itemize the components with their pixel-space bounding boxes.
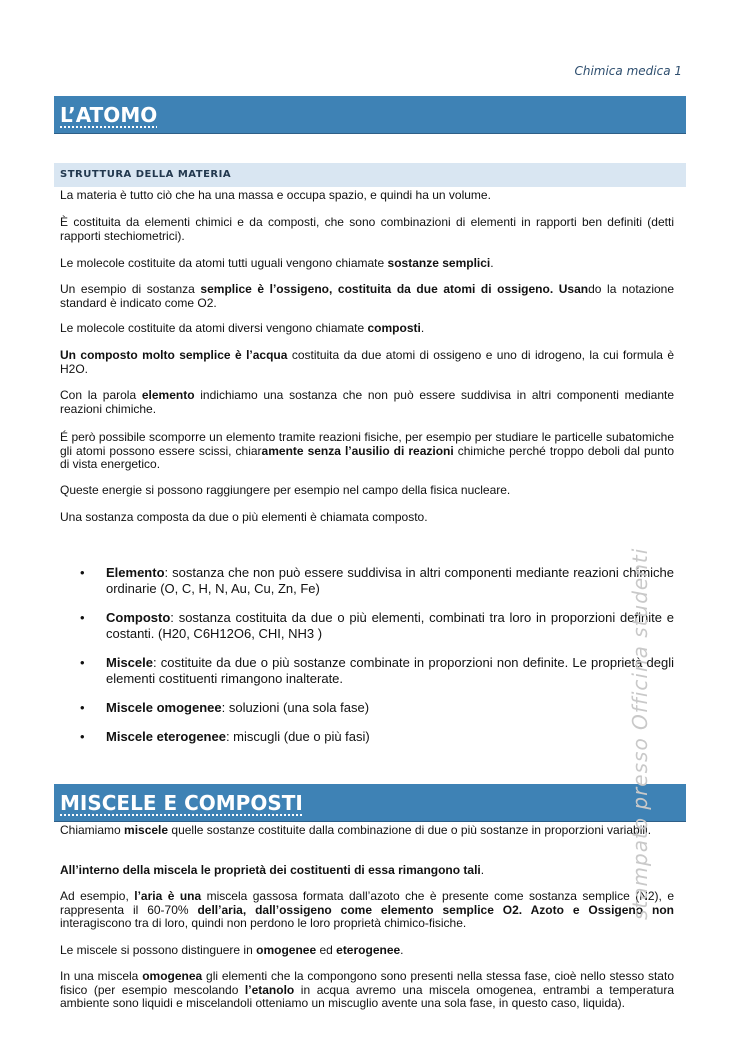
paragraph: É però possibile scomporre un elemento tramite reazioni fisiche, per esempio per studiare le particelle subatomiche gli atomi possono essere scissi, chiaramente senza l’ausilio di reazioni chimiche perché troppo deboli dal punto di vista energetico. [60, 430, 674, 471]
paragraph: Le molecole costituite da atomi diversi vengono chiamate composti. [60, 321, 425, 335]
subsection-title: STRUTTURA DELLA MATERIA [60, 169, 232, 180]
running-header: Chimica medica 1 [574, 64, 682, 78]
paragraph: Una sostanza composta da due o più elementi è chiamata composto. [60, 510, 428, 524]
paragraph: Ad esempio, l’aria è una miscela gassosa formata dall’azoto che è presente come sostanza semplice (N2), e rappresenta il 60-70% dell’aria, dall’ossigeno come elemento semplice O2. Azoto e Ossigeno non interagiscono tra di loro, quindi non perdono le loro proprietà chimico-fisiche. [60, 889, 674, 930]
section-banner-atomo [54, 96, 686, 134]
paragraph: Con la parola elemento indichiamo una sostanza che non può essere suddivisa in altri componenti mediante reazioni chimiche. [60, 388, 675, 416]
paragraph: Chiamiamo miscele quelle sostanze costituite dalla combinazione di due o più sostanze in proporzioni variabili. [60, 823, 652, 837]
paragraph: Un composto molto semplice è l’acqua costituita da due atomi di ossigeno e uno di idrogeno, la cui formula è H2O. [60, 348, 675, 376]
list-item: • Composto: sostanza costituita da due o più elementi, combinati tra loro in proporzioni definite e costanti. (H20, C6H12O6, CHI, NH3 ) [80, 610, 674, 642]
definition-list [80, 565, 674, 758]
paragraph: Queste energie si possono raggiungere per esempio nel campo della fisica nucleare. [60, 483, 511, 497]
paragraph: All’interno della miscela le proprietà dei costituenti di essa rimangono tali. [60, 863, 485, 877]
paragraph: La materia è tutto ciò che ha una massa e occupa spazio, e quindi ha un volume. [60, 188, 491, 202]
list-item: • Elemento: sostanza che non può essere suddivisa in altri componenti mediante reazioni chimiche ordinarie (O, C, H, N, Au, Cu, Zn, Fe) [80, 565, 674, 597]
section-title: L’ATOMO [60, 103, 158, 127]
subsection-bar [54, 163, 686, 187]
list-item: • Miscele eterogenee: miscugli (due o più fasi) [80, 729, 674, 745]
list-item: • Miscele: costituite da due o più sostanze combinate in proporzioni non definite. Le proprietà degli elementi costituenti rimangono inalterate. [80, 655, 674, 687]
paragraph: In una miscela omogenea gli elementi che la compongono sono presenti nella stessa fase, cioè nello stesso stato fisico (per esempio mescolando l’etanolo in acqua avremo una miscela omogenea, entrambi a temperatura ambiente sono liquidi e miscelandoli otteniamo un miscuglio avente una sola fase, in questo caso, liquida). [60, 969, 675, 1010]
watermark: stampato presso Officina studenti [628, 547, 652, 920]
paragraph: È costituita da elementi chimici e da composti, che sono combinazioni di elementi in rapporti ben definiti (detti rapporti stechiometrici). [60, 215, 674, 243]
paragraph: Un esempio di sostanza semplice è l’ossigeno, costituita da due atomi di ossigeno. Usando la notazione standard è indicato come O2. [60, 282, 675, 310]
paragraph: Le molecole costituite da atomi tutti uguali vengono chiamate sostanze semplici. [60, 256, 494, 270]
paragraph: Le miscele si possono distinguere in omogenee ed eterogenee. [60, 943, 404, 957]
section-title: MISCELE E COMPOSTI [60, 791, 303, 815]
list-item: • Miscele omogenee: soluzioni (una sola fase) [80, 700, 674, 716]
section-banner-miscele [54, 784, 686, 822]
